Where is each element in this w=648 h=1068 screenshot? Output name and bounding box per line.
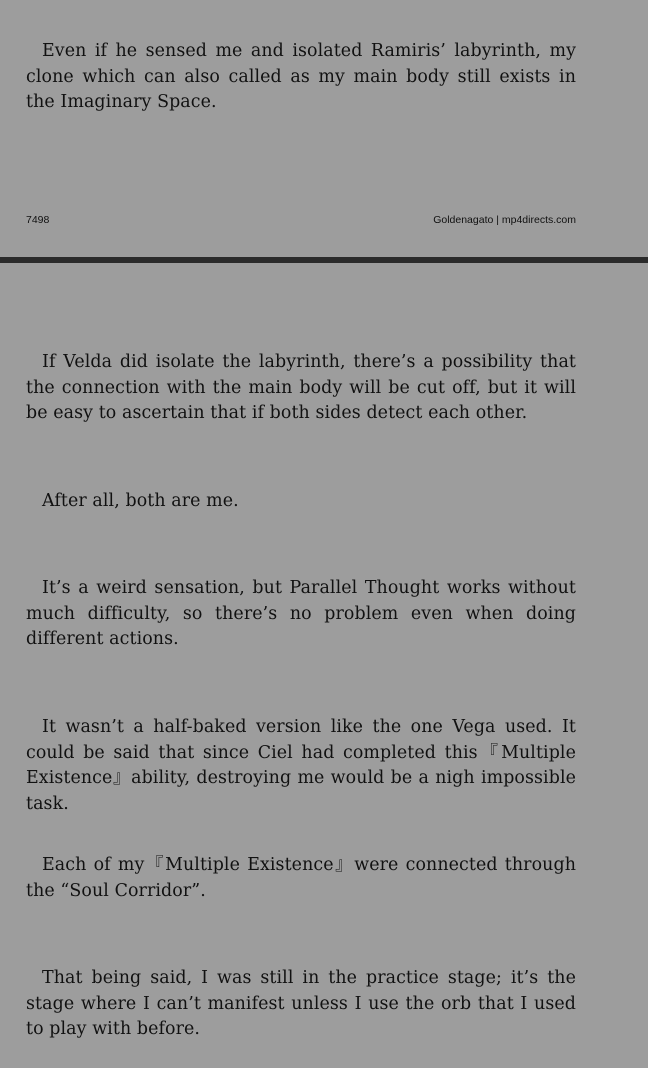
page-bottom (0, 263, 648, 1068)
paragraph: If Velda did isolate the labyrinth, there’s a possibility that the connection with the main body will be cut off, but it will be easy to ascertain that if both sides detect each other. (26, 352, 576, 423)
footer-credit: Goldenagato | mp4directs.com (433, 214, 576, 226)
paragraph: It’s a weird sensation, but Parallel Thought works without much difficulty, so there’s no problem even when doing different actions. (26, 578, 576, 649)
page-top (0, 0, 648, 257)
page-number: 7498 (26, 214, 50, 226)
paragraph: Each of my『Multiple Existence』were connected through the “Soul Corridor”. (26, 855, 576, 901)
paragraph: It wasn’t a half-baked version like the one Vega used. It could be said that since Ciel had completed this『Multiple Existence』ability, destroying me would be a nigh impossible task. (26, 717, 576, 814)
paragraph: That being said, I was still in the practice stage; it’s the stage where I can’t manifest unless I use the orb that I used to play with before. (26, 968, 576, 1039)
paragraph: After all, both are me. (42, 491, 239, 511)
paragraph: Even if he sensed me and isolated Ramiris’ labyrinth, my clone which can also called as my main body still exists in the Imaginary Space. (26, 41, 576, 112)
